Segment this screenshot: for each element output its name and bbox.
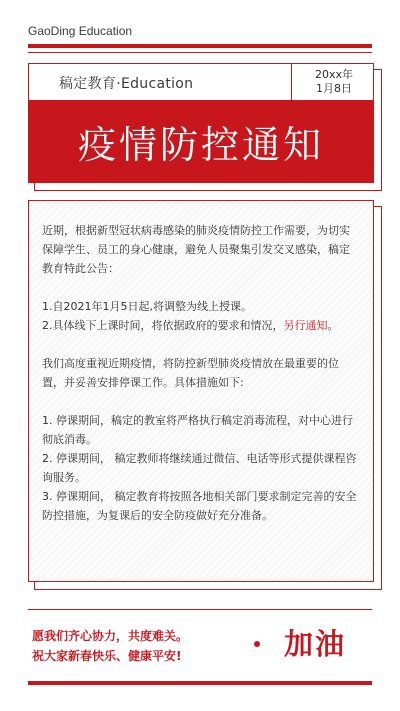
- notice-item-2-end: 。: [327, 319, 339, 332]
- date-day: 1月8日: [316, 82, 352, 95]
- footer-slogan: 加油: [284, 627, 347, 661]
- footer-divider: [28, 609, 372, 610]
- notice-item-2: [42, 316, 360, 335]
- measure-item-2: 2. 停课期间， 稿定教师将继续通过微信、电话等形式提供课程咨询服务。: [42, 452, 357, 484]
- notice-item-2-highlight: 另行通知: [283, 319, 328, 332]
- date-year: 20xx年: [314, 68, 354, 81]
- notice-body: [28, 200, 374, 582]
- footer-line-2: 祝大家新春快乐、健康平安!: [32, 649, 182, 663]
- footer-line-1: 愿我们齐心协力，共度难关。: [32, 629, 189, 643]
- brand-name: GaoDing Education: [28, 24, 133, 38]
- bottom-accent-bar: [28, 681, 372, 685]
- measure-item-3: 3. 停课期间， 稿定教育将按照各地相关部门要求制定完善的安全防控措施，为复课后的安全防疫做好充分准备。: [42, 490, 357, 522]
- intro-paragraph: 近期，根据新型冠状病毒感染的肺炎疫情防控工作需要，为切实保障学生、员工的身心健康，避免人员聚集引发交叉感染，稿定教育特此公告：: [42, 224, 350, 275]
- footer-dot: [254, 641, 260, 647]
- page-title: 疫情防控通知: [77, 122, 324, 167]
- header-divider: [291, 64, 292, 100]
- title-banner: [29, 100, 373, 182]
- header-subtitle: 稿定教育·Education: [59, 76, 194, 92]
- measure-item-1: 1. 停课期间，稿定的教室将严格执行稿定消毒流程，对中心进行彻底消毒。: [42, 414, 353, 446]
- header-card: [28, 63, 374, 183]
- footer-message: [32, 626, 188, 666]
- top-accent-line: [28, 52, 372, 53]
- header-date: [299, 68, 369, 96]
- notice-item-1: 1.自2021年1月5日起,将调整为线上授课。: [42, 300, 252, 313]
- notice-item-2-text: 2.具体线下上课时间，将依据政府的要求和情况，: [42, 319, 284, 332]
- measures-intro: 我们高度重视近期疫情，将防控新型肺炎疫情放在最重要的位置，并妥善安排停课工作。具体措施如下:: [42, 357, 339, 389]
- top-accent-bar: [28, 44, 372, 48]
